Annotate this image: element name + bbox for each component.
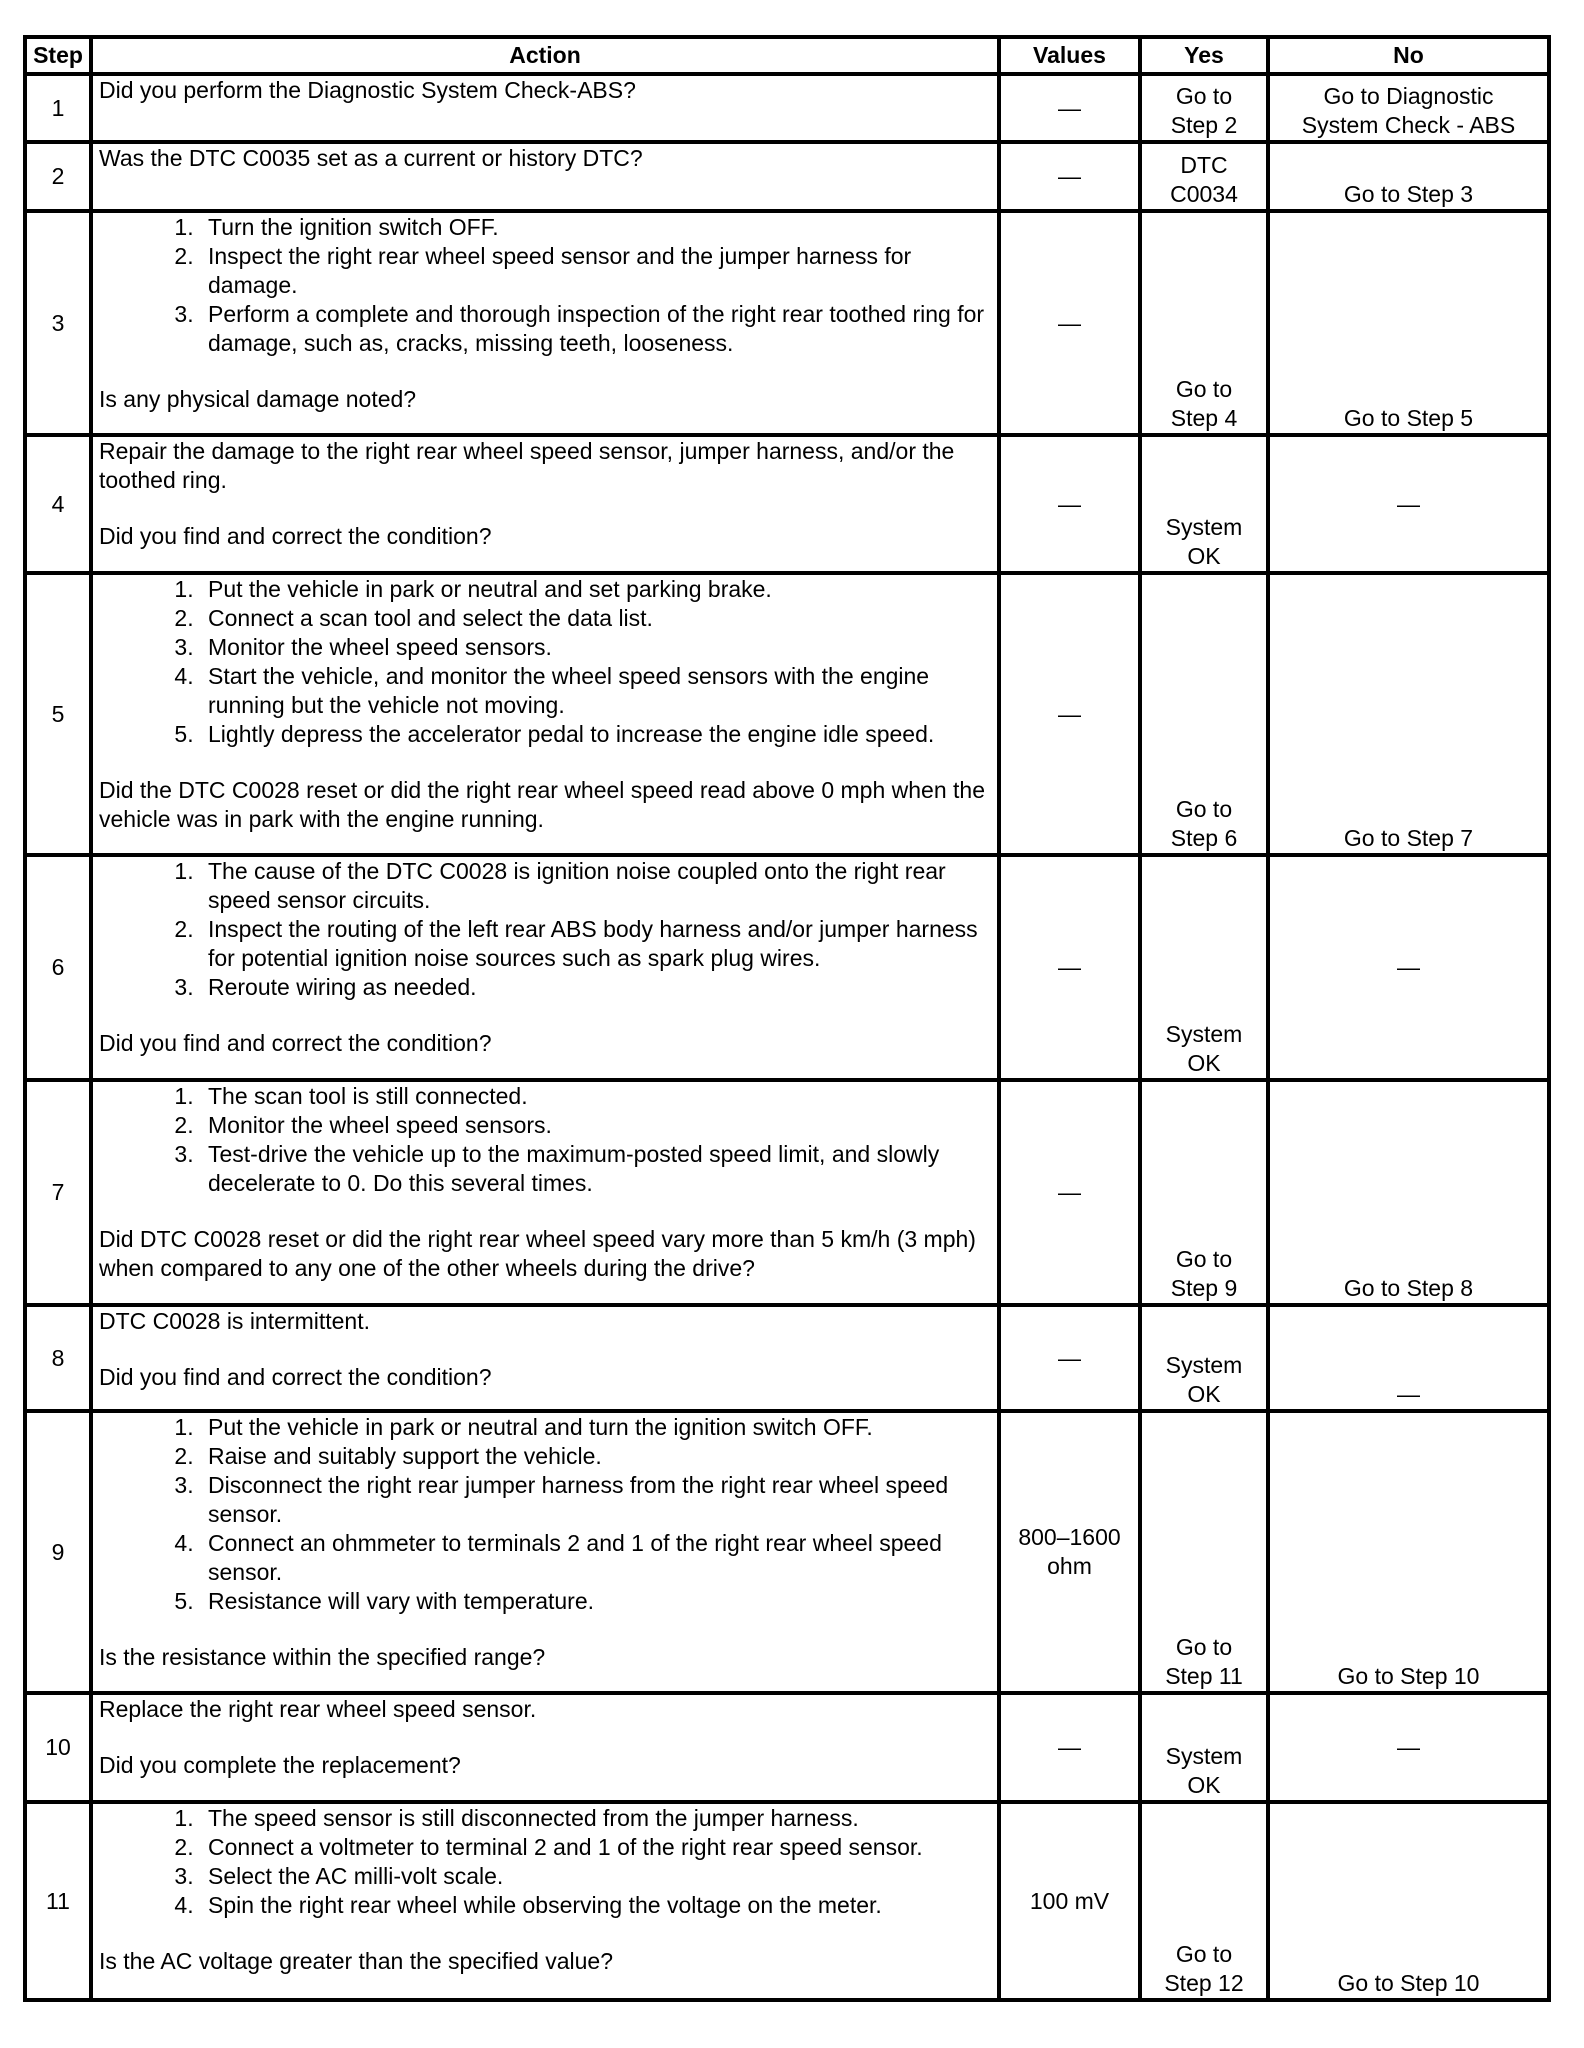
yes-cell [1140,1411,1268,1693]
action-step-item: 1. The scan tool is still connected. [200,1082,991,1111]
action-question: Did the DTC C0028 reset or did the right rear wheel speed read above 0 mph when the vehicle was in park with the engine running. [99,777,986,832]
yes-cell [1140,855,1268,1080]
action-cell [91,1080,999,1305]
action-steps-list [99,1413,991,1616]
action-steps-list [99,857,991,1002]
values-cell: — [999,74,1140,142]
action-steps-list [99,1804,991,1920]
action-intro: DTC C0028 is intermittent. [99,1308,370,1334]
header-step: Step [25,37,91,74]
yes-line: Step 12 [1164,1970,1244,1996]
step-number: 11 [25,1802,91,2000]
yes-line: System [1165,1352,1243,1378]
action-question: Did you find and correct the condition? [99,523,492,549]
header-yes: Yes [1140,37,1268,74]
yes-cell [1140,435,1268,573]
no-cell [1268,435,1549,573]
yes-line: System [1165,1743,1243,1769]
yes-line: OK [1187,1381,1221,1407]
header-row [25,37,1549,74]
action-step-item: 1. Turn the ignition switch OFF. [200,213,991,242]
table-row [25,1305,1549,1411]
table-row [25,211,1549,435]
action-intro: Replace the right rear wheel speed sensor. [99,1696,537,1722]
no-line: System Check - ABS [1301,112,1516,138]
step-number: 4 [25,435,91,573]
yes-line: Go to [1175,376,1233,402]
action-cell [91,1802,999,2000]
no-cell [1268,74,1549,142]
yes-line: OK [1187,1772,1221,1798]
yes-cell [1140,1693,1268,1802]
yes-line: DTC [1180,152,1228,178]
action-question: Did you find and correct the condition? [99,1364,492,1390]
action-step-item: 5. Lightly depress the accelerator pedal to increase the engine idle speed. [200,720,991,749]
step-number: 7 [25,1080,91,1305]
action-step-item: 4. Start the vehicle, and monitor the wheel speed sensors with the engine running but the vehicle not moving. [200,662,991,720]
yes-line: Step 4 [1170,405,1238,431]
yes-line: Go to [1175,83,1233,109]
header-values: Values [999,37,1140,74]
action-step-item: 3. Select the AC milli-volt scale. [200,1862,991,1891]
action-intro: Was the DTC C0035 set as a current or history DTC? [99,145,643,171]
table-row [25,1411,1549,1693]
table-row [25,1802,1549,2000]
action-steps-list [99,575,991,749]
no-cell [1268,573,1549,855]
header-no: No [1268,37,1549,74]
no-line: Go to Step 3 [1343,181,1474,207]
table-row [25,573,1549,855]
yes-cell [1140,573,1268,855]
no-cell [1268,142,1549,211]
values-cell: — [999,435,1140,573]
yes-cell [1140,74,1268,142]
action-question: Did you complete the replacement? [99,1752,461,1778]
no-cell [1268,1693,1549,1802]
step-number: 6 [25,855,91,1080]
yes-cell [1140,1305,1268,1411]
step-number: 2 [25,142,91,211]
yes-line: Step 2 [1170,112,1238,138]
values-line: ohm [1047,1553,1092,1579]
yes-line: OK [1187,1050,1221,1076]
step-number: 8 [25,1305,91,1411]
action-steps-list [99,1082,991,1198]
yes-cell [1140,211,1268,435]
table-row [25,435,1549,573]
yes-line: System [1165,514,1243,540]
action-cell [91,573,999,855]
no-line: Go to Step 10 [1337,1663,1480,1689]
no-line: Go to Diagnostic [1323,83,1494,109]
values-cell: 100 mV [999,1802,1140,2000]
action-cell [91,211,999,435]
no-line: — [1397,1381,1420,1407]
action-step-item: 2. Raise and suitably support the vehicle. [200,1442,991,1471]
step-number: 3 [25,211,91,435]
no-cell [1268,1802,1549,2000]
values-line: 800–1600 [1018,1524,1121,1550]
action-question: Did you find and correct the condition? [99,1030,492,1056]
action-question: Is any physical damage noted? [99,386,417,412]
no-line: Go to Step 8 [1343,1275,1474,1301]
action-steps-list [99,213,991,358]
no-cell [1268,1411,1549,1693]
yes-cell [1140,1802,1268,2000]
yes-line: Step 6 [1170,825,1238,851]
action-intro: Repair the damage to the right rear wheel speed sensor, jumper harness, and/or the toothed ring. [99,438,955,493]
no-cell [1268,1305,1549,1411]
yes-line: C0034 [1170,181,1238,207]
yes-line: System [1165,1021,1243,1047]
yes-line: Go to [1175,1634,1233,1660]
action-step-item: 1. The speed sensor is still disconnected from the jumper harness. [200,1804,991,1833]
values-cell: — [999,1693,1140,1802]
action-question: Did DTC C0028 reset or did the right rear wheel speed vary more than 5 km/h (3 mph) when compared to any one of the other wheels during the drive? [99,1226,976,1281]
step-number: 10 [25,1693,91,1802]
action-cell [91,435,999,573]
table-row [25,142,1549,211]
action-step-item: 4. Spin the right rear wheel while observing the voltage on the meter. [200,1891,991,1920]
values-cell: — [999,142,1140,211]
action-step-item: 4. Connect an ohmmeter to terminals 2 and 1 of the right rear wheel speed sensor. [200,1529,991,1587]
action-step-item: 1. Put the vehicle in park or neutral and turn the ignition switch OFF. [200,1413,991,1442]
no-line: Go to Step 5 [1343,405,1474,431]
values-cell: — [999,573,1140,855]
action-cell [91,1305,999,1411]
no-cell [1268,211,1549,435]
table-row [25,1080,1549,1305]
yes-cell [1140,1080,1268,1305]
values-cell: — [999,1305,1140,1411]
action-intro: Did you perform the Diagnostic System Check-ABS? [99,77,636,103]
action-step-item: 3. Test-drive the vehicle up to the maximum-posted speed limit, and slowly decelerate to 0. Do this several times. [200,1140,991,1198]
action-cell [91,74,999,142]
action-cell [91,142,999,211]
step-number: 5 [25,573,91,855]
action-step-item: 1. The cause of the DTC C0028 is ignition noise coupled onto the right rear speed sensor circuits. [200,857,991,915]
action-step-item: 2. Inspect the right rear wheel speed sensor and the jumper harness for damage. [200,242,991,300]
no-cell [1268,1080,1549,1305]
action-step-item: 3. Perform a complete and thorough inspection of the right rear toothed ring for damage, such as, cracks, missing teeth, looseness. [200,300,991,358]
table-row [25,1693,1549,1802]
no-line: Go to Step 10 [1337,1970,1480,1996]
values-cell [999,1411,1140,1693]
action-question: Is the AC voltage greater than the specified value? [99,1948,613,1974]
values-cell: — [999,1080,1140,1305]
yes-line: Step 11 [1165,1663,1243,1689]
no-line: — [1397,1734,1420,1760]
yes-line: Go to [1175,1941,1233,1967]
action-step-item: 2. Connect a voltmeter to terminal 2 and 1 of the right rear speed sensor. [200,1833,991,1862]
yes-line: Step 9 [1170,1275,1238,1301]
action-step-item: 2. Monitor the wheel speed sensors. [200,1111,991,1140]
action-cell [91,1411,999,1693]
action-step-item: 2. Inspect the routing of the left rear ABS body harness and/or jumper harness for potential ignition noise sources such as spark plug wires. [200,915,991,973]
action-step-item: 5. Resistance will vary with temperature. [200,1587,991,1616]
no-line: — [1397,954,1420,980]
action-step-item: 3. Monitor the wheel speed sensors. [200,633,991,662]
table-row [25,74,1549,142]
action-step-item: 2. Connect a scan tool and select the data list. [200,604,991,633]
action-cell [91,1693,999,1802]
action-cell [91,855,999,1080]
action-step-item: 1. Put the vehicle in park or neutral and set parking brake. [200,575,991,604]
action-step-item: 3. Disconnect the right rear jumper harness from the right rear wheel speed sensor. [200,1471,991,1529]
no-line: Go to Step 7 [1343,825,1474,851]
diagnostic-table [23,35,1551,2002]
table-row [25,855,1549,1080]
values-cell: — [999,855,1140,1080]
yes-line: Go to [1175,796,1233,822]
values-cell: — [999,211,1140,435]
no-cell [1268,855,1549,1080]
yes-line: OK [1187,543,1221,569]
yes-cell [1140,142,1268,211]
action-step-item: 3. Reroute wiring as needed. [200,973,991,1002]
header-action: Action [91,37,999,74]
step-number: 9 [25,1411,91,1693]
yes-line: Go to [1175,1246,1233,1272]
no-line: — [1397,490,1420,517]
step-number: 1 [25,74,91,142]
action-question: Is the resistance within the specified range? [99,1644,546,1670]
